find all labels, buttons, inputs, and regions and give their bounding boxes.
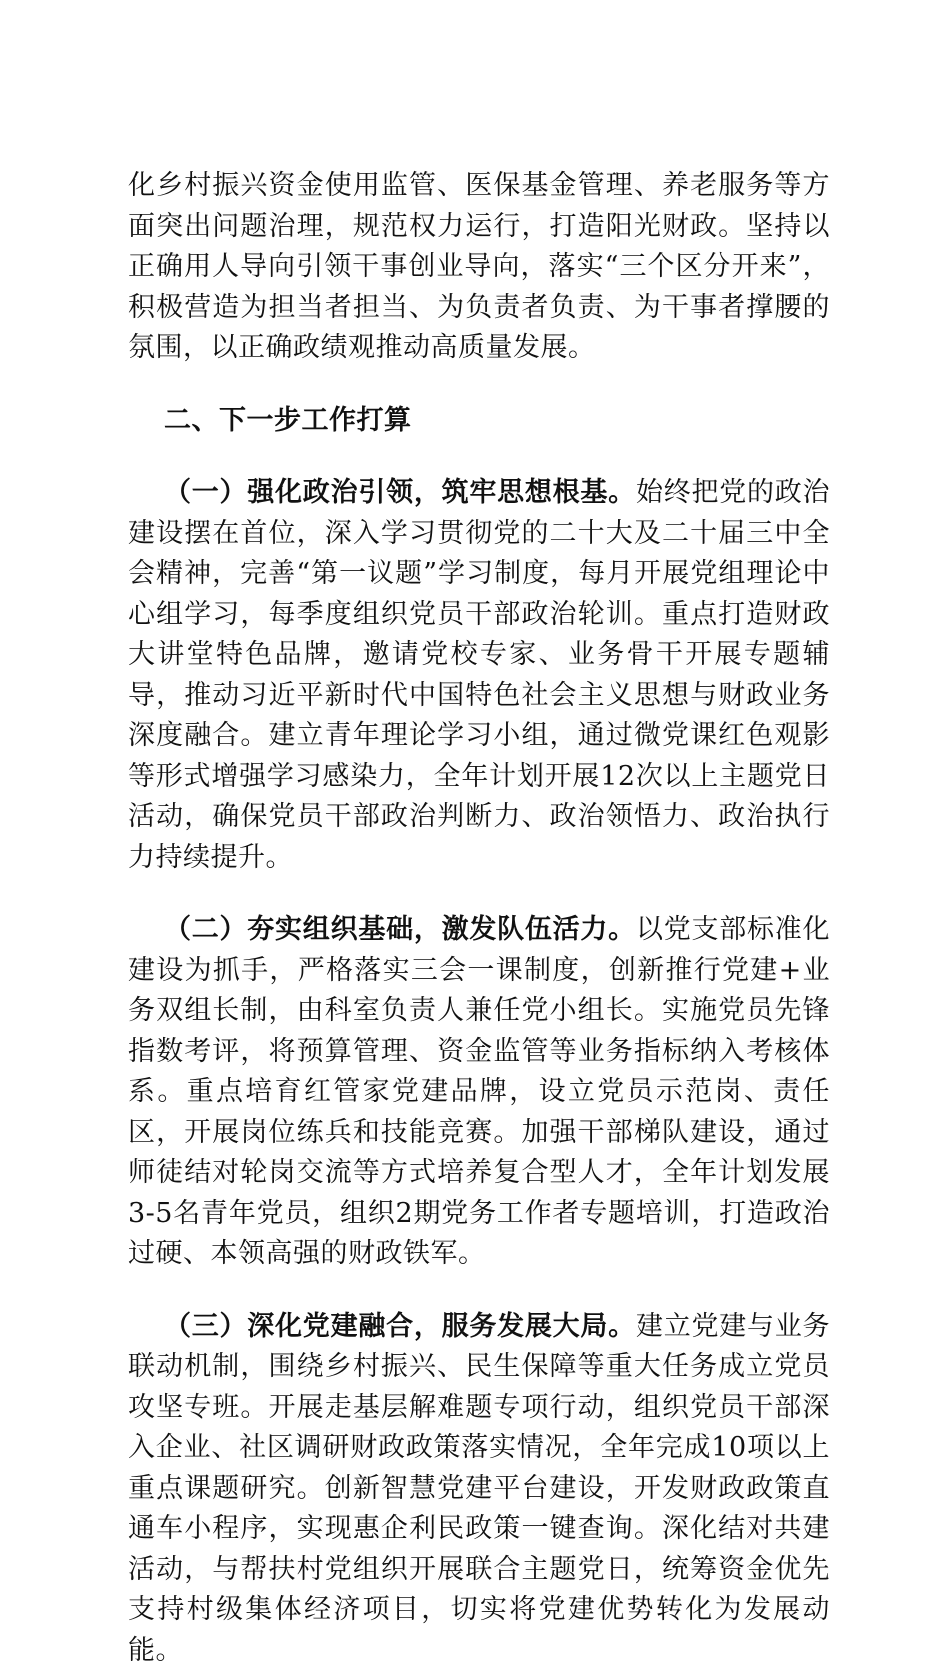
- item-3-body: 建立党建与业务联动机制，围绕乡村振兴、民生保障等重大任务成立党员攻坚专班。开展走基层解难题专项行动，组织党员干部深入企业、社区调研财政政策落实情况，全年完成10项以上重点课题研究。创新智慧党建平台建设，开发财政政策直通车小程序，实现惠企利民政策一键查询。深化结对共建活动，与帮扶村党组织开展联合主题党日，统筹资金优先支持村级集体经济项目，切实将党建优势转化为发展动能。: [128, 1311, 830, 1666]
- work-plan-item-2: [128, 910, 830, 1275]
- document-body: [128, 166, 830, 1671]
- item-2-lead: （二）夯实组织基础，激发队伍活力。: [164, 914, 636, 945]
- item-1-lead: （一）强化政治引领，筑牢思想根基。: [164, 477, 636, 508]
- item-1-body: 始终把党的政治建设摆在首位，深入学习贯彻党的二十大及二十届三中全会精神，完善“第一议题”学习制度，每月开展党组理论中心组学习，每季度组织党员干部政治轮训。重点打造财政大讲堂特色品牌，邀请党校专家、业务骨干开展专题辅导，推动习近平新时代中国特色社会主义思想与财政业务深度融合。建立青年理论学习小组，通过微党课红色观影等形式增强学习感染力，全年计划开展12次以上主题党日活动，确保党员干部政治判断力、政治领悟力、政治执行力持续提升。: [128, 477, 830, 873]
- intro-paragraph: 化乡村振兴资金使用监管、医保基金管理、养老服务等方面突出问题治理，规范权力运行，打造阳光财政。坚持以正确用人导向引领干事创业导向，落实“三个区分开来”，积极营造为担当者担当、为负责者负责、为干事者撑腰的氛围，以正确政绩观推动高质量发展。: [128, 166, 830, 369]
- work-plan-item-1: [128, 473, 830, 878]
- work-plan-item-3: [128, 1307, 830, 1671]
- section-heading: 二、下一步工作打算: [128, 401, 830, 442]
- item-2-body: 以党支部标准化建设为抓手，严格落实三会一课制度，创新推行党建+业务双组长制，由科室负责人兼任党小组长。实施党员先锋指数考评，将预算管理、资金监管等业务指标纳入考核体系。重点培育红管家党建品牌，设立党员示范岗、责任区，开展岗位练兵和技能竞赛。加强干部梯队建设，通过师徒结对轮岗交流等方式培养复合型人才，全年计划发展3-5名青年党员，组织2期党务工作者专题培训，打造政治过硬、本领高强的财政铁军。: [128, 914, 830, 1269]
- item-3-lead: （三）深化党建融合，服务发展大局。: [164, 1311, 636, 1342]
